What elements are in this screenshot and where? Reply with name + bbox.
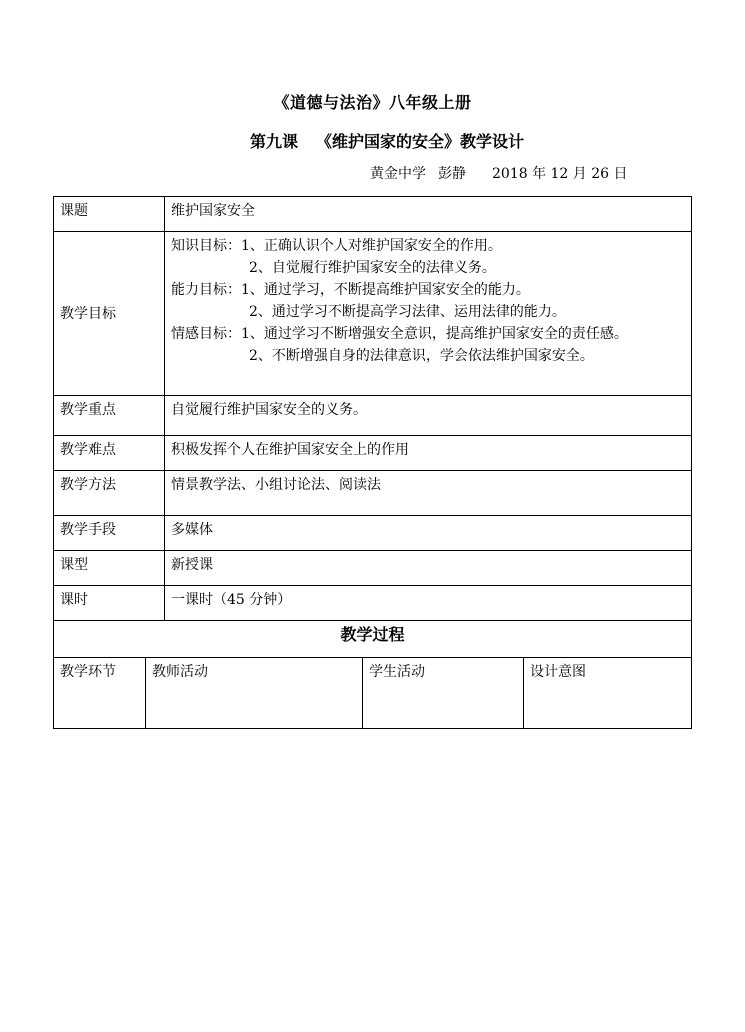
difficulty-label: 教学难点 [54, 436, 165, 471]
objectives-label: 教学目标 [54, 232, 165, 396]
teacher-name: 彭静 [438, 166, 466, 182]
table-row-difficulty [54, 436, 692, 471]
byline [370, 163, 628, 183]
school-name: 黄金中学 [370, 166, 426, 182]
table-row-method [54, 471, 692, 516]
table-row-objectives [54, 232, 692, 396]
hours-value: 一课时（45 分钟） [165, 586, 692, 621]
method-value: 情景教学法、小组讨论法、阅读法 [165, 471, 692, 516]
type-label: 课型 [54, 551, 165, 586]
lesson-number: 第九课 [250, 132, 299, 151]
process-columns [54, 658, 692, 729]
table-row-key-point [54, 396, 692, 436]
difficulty-value: 积极发挥个人在维护国家安全上的作用 [165, 436, 692, 471]
table-row-type [54, 551, 692, 586]
method-label: 教学方法 [54, 471, 165, 516]
process-column-intent: 设计意图 [524, 658, 692, 728]
key-point-value: 自觉履行维护国家安全的义务。 [165, 396, 692, 436]
means-label: 教学手段 [54, 516, 165, 551]
lesson-date: 2018 年 12 月 26 日 [492, 166, 628, 182]
key-point-label: 教学重点 [54, 396, 165, 436]
objective-line: 知识目标：1、正确认识个人对维护国家安全的作用。 [171, 238, 502, 254]
process-column-student: 学生活动 [363, 658, 524, 728]
process-title: 教学过程 [54, 621, 692, 658]
objective-line: 2、自觉履行维护国家安全的法律义务。 [249, 260, 496, 276]
objective-line: 2、通过学习不断提高学习法律、运用法律的能力。 [249, 304, 566, 320]
process-column-stage: 教学环节 [60, 664, 116, 680]
table-row-hours [54, 586, 692, 621]
lesson-heading [250, 129, 524, 152]
lesson-plan-table [53, 196, 692, 729]
document-title: 《道德与法治》八年级上册 [273, 93, 472, 112]
objectives-value [165, 232, 692, 396]
means-value: 多媒体 [165, 516, 692, 551]
process-table [54, 658, 691, 728]
table-row-means [54, 516, 692, 551]
table-row-process-title [54, 621, 692, 658]
hours-label: 课时 [54, 586, 165, 621]
table-row-topic [54, 197, 692, 232]
process-column-teacher: 教师活动 [146, 658, 363, 728]
topic-label: 课题 [54, 197, 165, 232]
table-row-process-columns [54, 658, 692, 729]
objective-line: 2、不断增强自身的法律意识，学会依法维护国家安全。 [249, 348, 594, 364]
type-value: 新授课 [165, 551, 692, 586]
topic-value: 维护国家安全 [165, 197, 692, 232]
objective-line: 情感目标：1、通过学习不断增强安全意识，提高维护国家安全的责任感。 [171, 326, 628, 342]
objective-line: 能力目标：1、通过学习，不断提高维护国家安全的能力。 [171, 282, 530, 298]
lesson-title: 《维护国家的安全》教学设计 [316, 132, 525, 151]
